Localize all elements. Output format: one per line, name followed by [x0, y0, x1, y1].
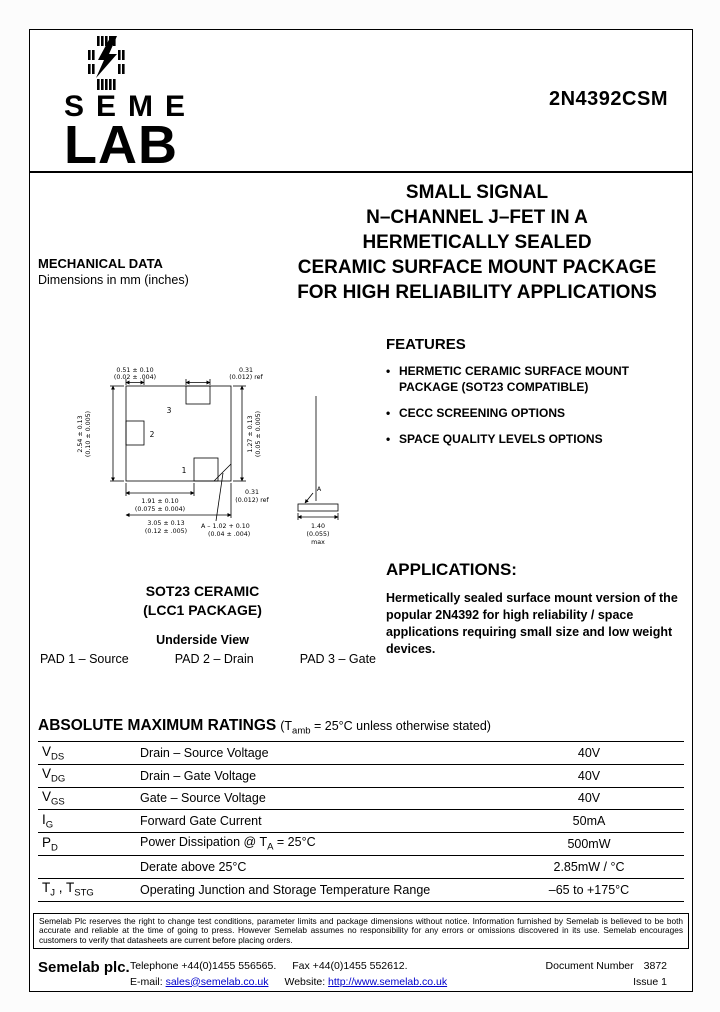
header-divider: [30, 171, 692, 173]
ratings-title: ABSOLUTE MAXIMUM RATINGS: [38, 717, 277, 734]
issue-line: Issue 1: [633, 975, 667, 988]
applications-section: [386, 560, 691, 658]
rating-description: Derate above 25°C: [140, 859, 247, 874]
package-title: [60, 582, 345, 620]
package-outline: [126, 386, 231, 481]
mechanical-data-subheading: Dimensions in mm (inches): [38, 273, 189, 287]
rating-description: Power Dissipation @ $T_A = 25^\circ C$: [140, 835, 316, 853]
pad-1-shape: [194, 458, 218, 481]
package-drawing: [66, 366, 366, 556]
package-title-line1: SOT23 CERAMIC: [145, 583, 260, 599]
rating-symbol: $P_D$: [42, 834, 58, 854]
title-line: HERMETICALLY SEALED: [362, 232, 592, 253]
rating-description: Drain – Source Voltage: [140, 745, 269, 760]
rating-description: Forward Gate Current: [140, 814, 262, 829]
dim-label: 0.31: [238, 367, 254, 374]
footer-phone-fax: [130, 959, 447, 975]
dim-label: 1.27 ± 0.13: [247, 415, 254, 453]
rating-description: Operating Junction and Storage Temperature Range: [140, 882, 431, 897]
rating-value: –65 to +175°C: [548, 882, 630, 897]
semelab-logo: [64, 36, 224, 175]
dim-label: 0.31: [244, 489, 260, 496]
dim-label: (0.04 ± .004): [208, 531, 251, 538]
pad-1-number: 1: [181, 466, 187, 475]
dim-label: (0.055): [306, 531, 330, 538]
feature-item: • CECC SCREENING OPTIONS: [386, 405, 677, 421]
dim-label: (0.10 ± 0.005): [85, 410, 92, 458]
dim-label: (0.02 ± .004): [113, 374, 157, 381]
rating-symbol: $V_{DG}$: [42, 766, 66, 786]
email-label: E-mail:: [130, 975, 166, 988]
title-line: N–CHANNEL J–FET IN A: [366, 207, 588, 228]
pad-3-number: 3: [166, 406, 172, 415]
table-row: [38, 809, 684, 832]
footer-phone: Telephone +44(0)1455 556565.: [130, 960, 277, 972]
table-row: [38, 832, 684, 855]
rating-symbol: $V_{GS}$: [42, 789, 65, 808]
table-row: [38, 764, 684, 787]
brand-text-seme: SEME: [64, 90, 198, 123]
table-row: [38, 878, 684, 902]
side-profile: [298, 504, 338, 511]
rating-value: 40V: [577, 768, 601, 783]
dim-label: max: [311, 539, 325, 546]
rating-value: 40V: [577, 791, 601, 806]
email-link[interactable]: sales@semelab.co.uk: [165, 975, 269, 988]
dim-label: (0.012) ref: [235, 497, 269, 504]
website-link[interactable]: http://www.semelab.co.uk: [328, 975, 448, 988]
part-number: 2N4392CSM: [548, 88, 668, 110]
mechanical-data-heading: MECHANICAL DATA: [38, 256, 163, 271]
rating-symbol: $V_{DS}$: [42, 743, 65, 763]
pad-2-shape: [126, 421, 144, 445]
table-row: [38, 741, 684, 764]
title-line: FOR HIGH RELIABILITY APPLICATIONS: [297, 282, 657, 303]
footer-contacts: [130, 959, 447, 990]
pad-legend: [40, 652, 376, 666]
rating-description: Drain – Gate Voltage: [140, 768, 257, 783]
rating-symbol: $I_G$: [42, 811, 54, 831]
document-number-label: Document Number: [545, 960, 634, 972]
page-title: [262, 180, 692, 305]
table-row: [38, 855, 684, 878]
footer-fax: Fax +44(0)1455 552612.: [292, 960, 408, 972]
datasheet-page: [29, 29, 693, 992]
footer-document-info: [546, 959, 667, 990]
brand-text-lab: LAB: [64, 115, 178, 175]
rating-value: 2.85mW / °C: [553, 859, 625, 874]
feature-item: • SPACE QUALITY LEVELS OPTIONS: [386, 431, 677, 447]
rating-description: Gate – Source Voltage: [140, 791, 266, 806]
dim-label: 2.54 ± 0.13: [77, 415, 84, 453]
package-title-line2: (LCC1 PACKAGE): [143, 602, 262, 618]
dim-label: 1.91 ± 0.10: [141, 498, 179, 505]
pad1-label: PAD 1 – Source: [40, 652, 129, 666]
features-section: [386, 336, 686, 447]
package-drawing-svg: [66, 366, 366, 551]
applications-body: Hermetically sealed surface mount version of the popular 2N4392 for high reliability / space applications requiring small size and low weight devices.: [386, 591, 678, 656]
rating-symbol: $T_J$ , $T_{STG}$: [42, 880, 94, 900]
footer-email-web: [130, 975, 447, 991]
document-number-value: 3872: [643, 960, 667, 972]
dim-label: (0.012) ref: [229, 374, 263, 381]
website-label: Website:: [284, 975, 329, 988]
pad-3-shape: [186, 386, 210, 404]
side-section-label: A: [316, 486, 322, 493]
title-line: SMALL SIGNAL: [405, 182, 549, 203]
dim-label: 3.05 ± 0.13: [147, 520, 185, 527]
table-row: [38, 787, 684, 810]
document-number-line: [546, 959, 667, 975]
dim-label: 1.40: [310, 523, 326, 530]
dim-label: (0.05 ± 0.005): [255, 410, 262, 458]
ratings-heading: [38, 717, 491, 737]
feature-item: • HERMETIC CERAMIC SURFACE MOUNT PACKAGE (SOT23 COMPATIBLE): [386, 363, 677, 395]
title-line: CERAMIC SURFACE MOUNT PACKAGE: [297, 257, 657, 278]
rating-value: 500mW: [567, 837, 611, 852]
dim-label: (0.12 ± .005): [144, 528, 188, 535]
footer-company-name: Semelab plc.: [38, 959, 130, 976]
dim-label: A – 1.02 + 0.10: [201, 523, 250, 530]
dim-label: (0.075 ± 0.004): [134, 506, 186, 513]
pad3-label: PAD 3 – Gate: [299, 652, 376, 666]
underside-view-label: Underside View: [156, 633, 249, 647]
features-heading: FEATURES: [386, 336, 466, 353]
applications-heading: APPLICATIONS:: [386, 560, 517, 579]
pad2-label: PAD 2 – Drain: [174, 652, 254, 666]
rating-value: 50mA: [572, 814, 606, 829]
ratings-table: [38, 741, 684, 902]
ratings-condition: ($T_{amb} = 25^\circ C$ unless otherwise stated): [280, 719, 491, 737]
legal-disclaimer: Semelab Plc reserves the right to change test conditions, parameter limits and package dimensions without notice. Information furnished by Semelab is believed to be both accurate and reliable at the time of going to press. However Semelab assumes no responsibility for any errors or omissions discovered in its use. Semelab encourages customers to verify that datasheets are current before placing orders.: [33, 913, 689, 949]
pad-2-number: 2: [149, 430, 155, 439]
semelab-logo-mark-icon: [84, 36, 130, 90]
rating-value: 40V: [577, 745, 601, 760]
dim-label: 0.51 ± 0.10: [116, 367, 154, 374]
